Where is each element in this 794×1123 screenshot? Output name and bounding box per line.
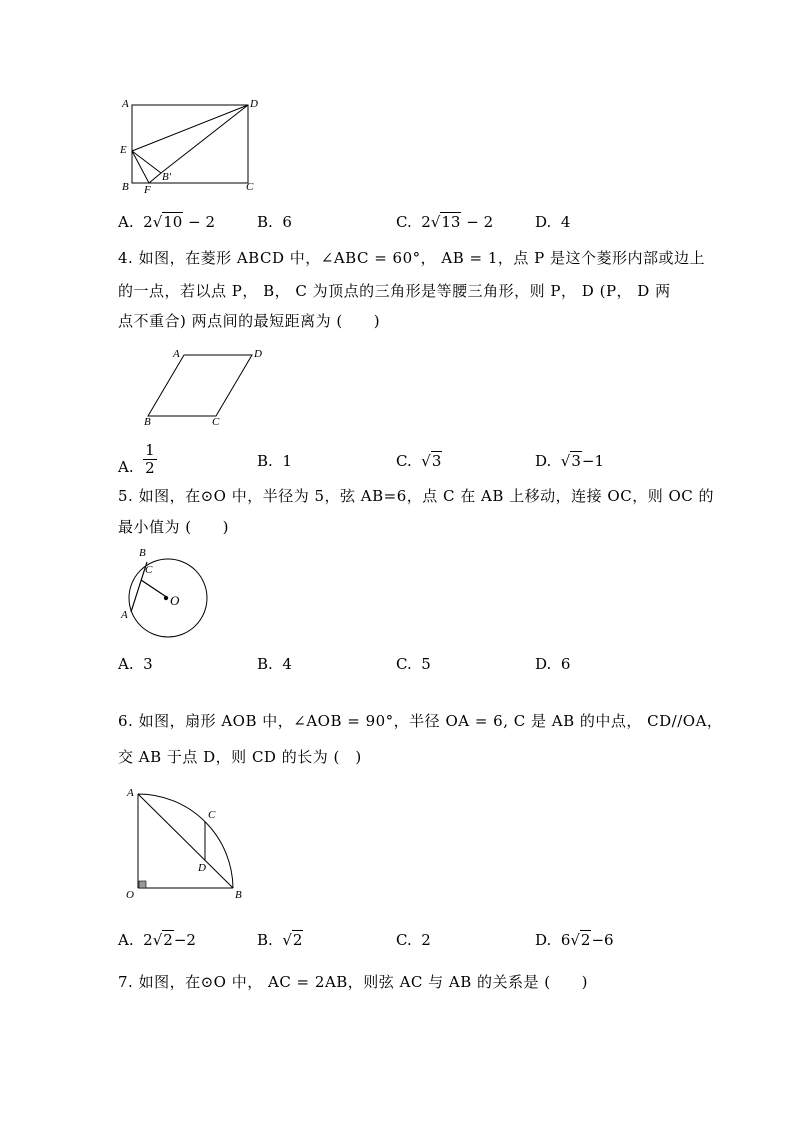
q5-option-d[interactable]: D. 6 bbox=[535, 655, 571, 673]
fig6-label-d: D bbox=[198, 862, 206, 874]
fig3-label-c: C bbox=[246, 181, 254, 193]
segment-oc bbox=[141, 580, 168, 598]
fig5-label-o: O bbox=[170, 593, 180, 608]
fig3-label-a: A bbox=[122, 98, 129, 110]
q4-option-a[interactable]: A. $\frac{1}{2}$ bbox=[118, 441, 155, 477]
q4-question-line3: 点不重合) 两点间的最短距离为 ( ) bbox=[118, 312, 381, 330]
q5-option-a[interactable]: A. 3 bbox=[118, 655, 153, 673]
q6-option-b[interactable]: B. √2 bbox=[257, 931, 303, 949]
q6-option-a[interactable]: A. 2√2−2 bbox=[118, 931, 196, 949]
q3-figure bbox=[112, 95, 262, 200]
fig6-label-b: B bbox=[235, 889, 242, 901]
q3-option-c[interactable]: C. 2√13 − 2 bbox=[396, 213, 494, 231]
q3-option-a[interactable]: A. 2√10 − 2 bbox=[118, 213, 216, 231]
q4-question-line1: 4. 如图，在菱形 ABCD 中，∠ABC = 60°， AB = 1，点 P 是这个菱形内部或边上 bbox=[118, 249, 706, 267]
fraction: $\frac{1}{2}$ bbox=[145, 441, 155, 477]
segment-db-prime bbox=[161, 105, 248, 173]
chord-ab bbox=[138, 794, 233, 888]
fig5-label-c: C bbox=[145, 564, 153, 576]
center-point-o bbox=[164, 596, 168, 600]
fig5-label-b: B bbox=[139, 547, 146, 559]
segment-ef bbox=[132, 151, 149, 183]
segment-ed bbox=[132, 105, 248, 151]
q4-option-b[interactable]: B. 1 bbox=[257, 452, 292, 470]
fig3-label-b: B bbox=[122, 181, 129, 193]
fig4-label-b: B bbox=[144, 416, 151, 428]
rhombus-abcd bbox=[148, 355, 252, 416]
fig3-label-e: E bbox=[120, 144, 127, 156]
q3-option-d[interactable]: D. 4 bbox=[535, 213, 571, 231]
segment-fb-prime bbox=[149, 173, 161, 183]
right-angle-mark bbox=[139, 881, 146, 888]
q5-option-b[interactable]: B. 4 bbox=[257, 655, 292, 673]
fig5-label-a: A bbox=[121, 609, 128, 621]
q6-question-line2: 交 AB 于点 D，则 CD 的长为 ( ) bbox=[118, 748, 362, 766]
fig6-label-c: C bbox=[208, 809, 216, 821]
fig3-label-d: D bbox=[250, 98, 258, 110]
q4-option-d[interactable]: D. √3−1 bbox=[535, 452, 605, 470]
q5-option-c[interactable]: C. 5 bbox=[396, 655, 431, 673]
fig4-label-a: A bbox=[173, 348, 180, 360]
q5-question-line2: 最小值为 ( ) bbox=[118, 518, 229, 536]
q4-rhombus-figure bbox=[140, 345, 270, 430]
q6-question-line1: 6. 如图，扇形 AOB 中，∠AOB = 90°，半径 OA = 6, C 是 AB 的中点， CD//OA， bbox=[118, 712, 723, 730]
q4-option-c[interactable]: C. √3 bbox=[396, 452, 442, 470]
q6-sector-figure bbox=[115, 780, 255, 905]
fig4-label-c: C bbox=[212, 416, 220, 428]
q6-option-c[interactable]: C. 2 bbox=[396, 931, 431, 949]
q3-option-b[interactable]: B. 6 bbox=[257, 213, 292, 231]
q7-question-line1: 7. 如图，在⊙O 中， AC = 2AB，则弦 AC 与 AB 的关系是 ( ) bbox=[118, 973, 589, 991]
fig6-label-a: A bbox=[127, 787, 134, 799]
q5-question-line1: 5. 如图，在⊙O 中，半径为 5，弦 AB=6，点 C 在 AB 上移动，连接 OC，则 OC 的 bbox=[118, 487, 715, 505]
q5-circle-figure bbox=[115, 545, 215, 645]
q4-question-line2: 的一点，若以点 P， B， C 为顶点的三角形是等腰三角形，则 P， D (P， D 两 bbox=[118, 282, 671, 300]
fig6-label-o: O bbox=[126, 889, 134, 901]
q6-option-d[interactable]: D. 6√2−6 bbox=[535, 931, 614, 949]
fig3-label-f: F bbox=[144, 184, 151, 196]
segment-eb-prime bbox=[132, 151, 161, 173]
fig3-label-b-prime: B' bbox=[162, 171, 172, 183]
fig4-label-d: D bbox=[254, 348, 262, 360]
